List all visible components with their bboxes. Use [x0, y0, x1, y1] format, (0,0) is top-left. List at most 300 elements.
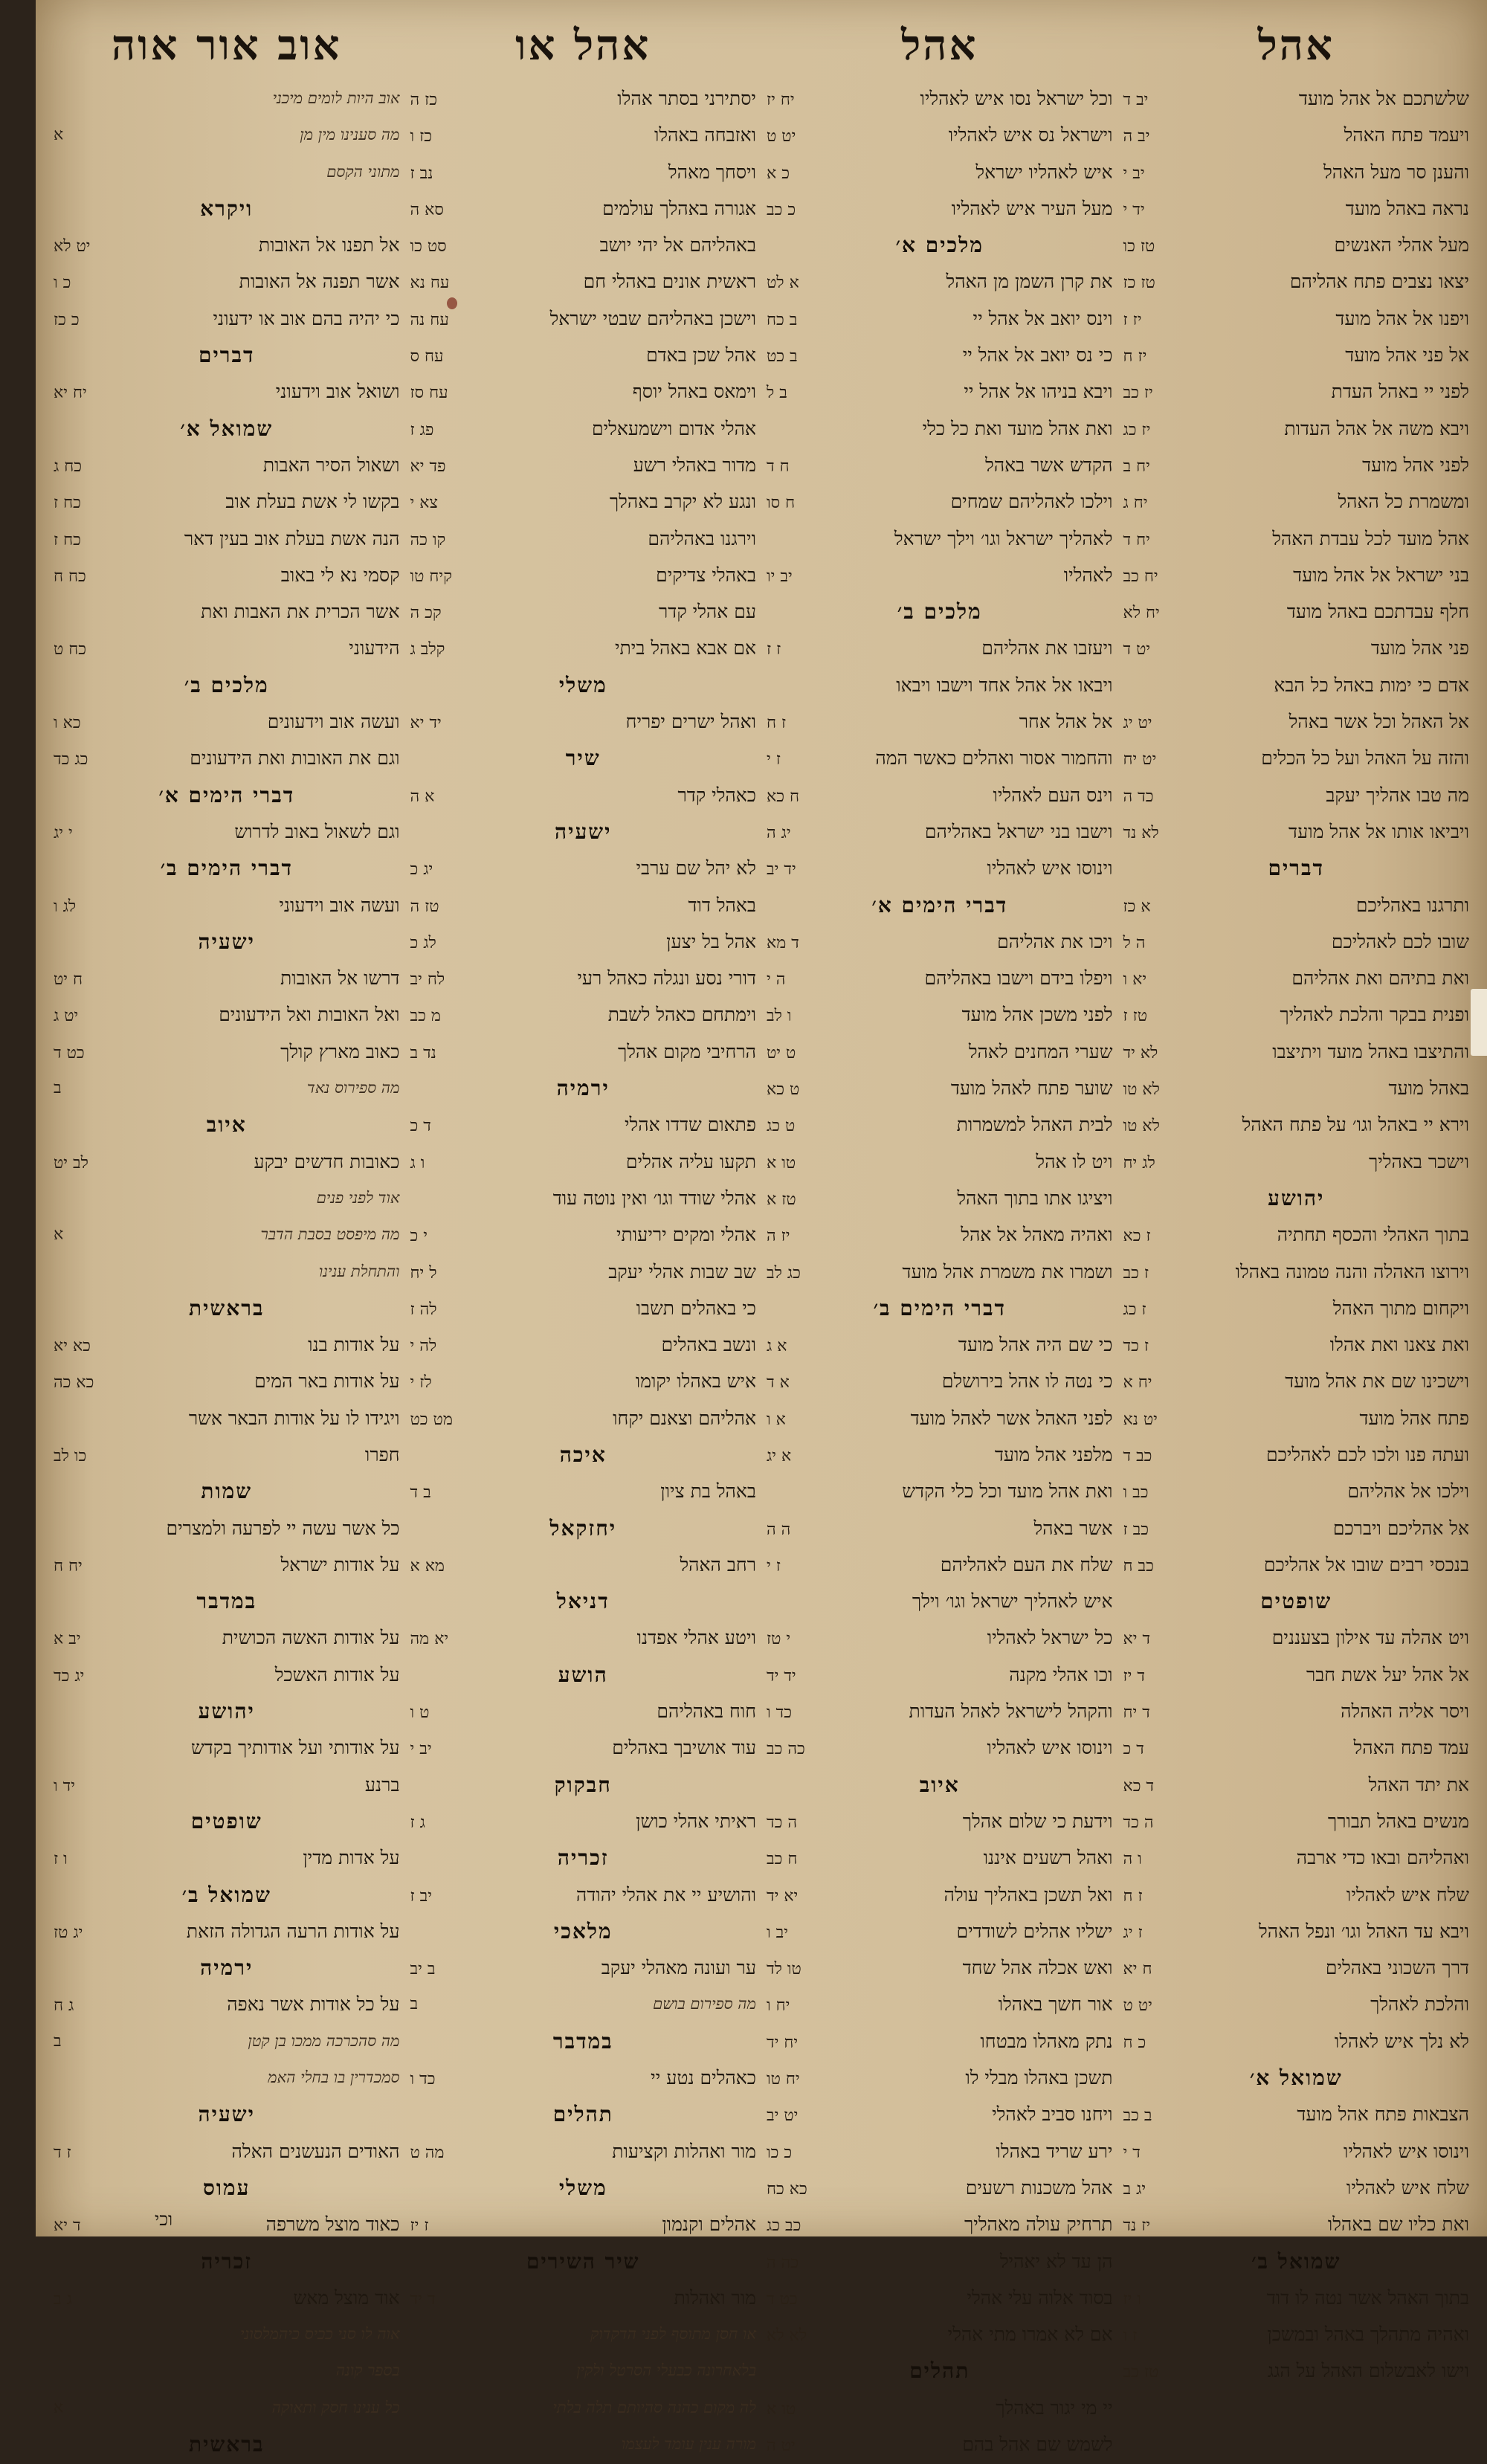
entry-text: האודים הנעשנים האלה	[231, 2140, 400, 2162]
entry-text: אהלי ומקים יריעותי	[616, 1224, 756, 1246]
concordance-entry	[1123, 337, 1470, 373]
verse-reference: כ א	[767, 164, 790, 183]
entry-text: ועשה אוב וידעוני	[279, 894, 400, 916]
verse-reference: עח ס	[410, 347, 444, 367]
verse-reference: ז כג	[1123, 1300, 1146, 1319]
entry-text: פתח אהל מועד	[1359, 1407, 1469, 1429]
concordance-entry	[54, 1510, 400, 1547]
concordance-entry	[767, 337, 1113, 373]
concordance-entry	[410, 1144, 757, 1180]
verse-reference: לא יד	[1123, 1043, 1158, 1062]
entry-text: ויחנו סביב לאהלי	[992, 2103, 1113, 2126]
concordance-entry	[1123, 447, 1470, 483]
lexical-note: אוד לפני פנים	[316, 1188, 400, 1207]
verse-reference: לא טו	[1123, 1117, 1160, 1136]
entry-text: וירגנו באהליהם	[648, 527, 756, 549]
entry-text: על אודות בנו	[308, 1334, 400, 1356]
concordance-entry	[410, 1254, 757, 1290]
verse-reference: יח ג	[1123, 494, 1148, 513]
verse-reference: יב ה	[1123, 127, 1150, 146]
verse-reference: ד כא	[1123, 1776, 1155, 1796]
concordance-entry	[1123, 1144, 1470, 1180]
concordance-entry	[54, 887, 400, 923]
entry-text: בסוד אלוה עלי אהלי	[967, 2286, 1113, 2309]
verse-reference: א ד	[767, 1373, 790, 1393]
concordance-entry	[767, 447, 1113, 483]
entry-text: קסמי נא לי באוב	[280, 564, 400, 586]
verse-reference: ח סו	[767, 494, 796, 513]
entry-text: איש לאהליך ישראל וגו׳ וילך	[912, 1590, 1113, 1613]
verse-reference: יח כב	[1123, 567, 1158, 586]
verse-reference: ח יט	[54, 970, 83, 990]
concordance-page	[36, 0, 1487, 2457]
entry-text: כאובות חדשים יבקע	[254, 1150, 400, 1173]
entry-text: לאהליך ישראל וגו׳ וילך ישראל	[894, 527, 1113, 549]
verse-reference: סט כו	[410, 237, 447, 257]
verse-reference: ח ד	[767, 457, 790, 476]
entry-text: כי יהיה בהם אוב או ידעוני	[213, 307, 400, 329]
concordance-entry	[767, 667, 1113, 703]
entry-text: יסתירני בסתר אהלו	[617, 88, 756, 109]
entry-text: יצאו נצבים פתח אהליהם	[1289, 271, 1469, 293]
concordance-entry	[1123, 1254, 1470, 1290]
concordance-entry	[767, 813, 1113, 850]
concordance-entry	[410, 227, 757, 263]
concordance-entry	[767, 1803, 1113, 1839]
verse-reference: כט ד	[54, 1043, 85, 1062]
entry-text: חפרו	[364, 1443, 400, 1465]
concordance-entry	[767, 373, 1113, 410]
concordance-entry	[767, 850, 1113, 886]
verse-reference: כח ג	[54, 457, 83, 476]
entry-text: אוד מוצל מאש	[293, 2286, 400, 2309]
concordance-entry	[1123, 263, 1470, 300]
verse-reference: יח ח	[54, 1556, 83, 1576]
entry-text: אהלי שודד וגו׳ ואין נוטה עוד	[552, 1187, 756, 1209]
concordance-entry	[410, 2060, 757, 2096]
concordance-entry	[767, 1363, 1113, 1399]
verse-reference: ה ה	[767, 1520, 791, 1539]
book-section-heading: שמואל ב׳	[181, 1882, 271, 1907]
verse-reference: לז י	[410, 1373, 432, 1393]
concordance-entry	[767, 923, 1113, 960]
concordance-entry	[1123, 1510, 1470, 1547]
verse-reference: טז ה	[410, 897, 439, 916]
entry-text: מדור באהלי רשע	[633, 454, 756, 476]
concordance-entry	[767, 630, 1113, 666]
entry-text: אגורה באהלך עולמים	[602, 197, 756, 219]
verse-reference: יט ט	[767, 127, 796, 146]
entry-text: יי מי יגור באהלך	[996, 2396, 1113, 2419]
lexical-note: בספר קונה	[335, 2361, 400, 2380]
concordance-entry	[767, 117, 1113, 153]
concordance-entry	[410, 996, 757, 1033]
entry-text: ויבאו אל אהל אחד וישבו ויבאו	[896, 674, 1113, 696]
concordance-entry	[410, 1290, 757, 1326]
concordance-entry	[1123, 2096, 1470, 2132]
concordance-entry	[410, 960, 757, 996]
entry-text: איש לאהליו ישראל	[975, 161, 1113, 183]
concordance-entry	[1123, 227, 1470, 263]
verse-reference: כב ו	[1123, 1483, 1149, 1503]
verse-reference: ג ז	[410, 1813, 425, 1832]
concordance-entry	[767, 1986, 1113, 2022]
entry-text: ברנע	[364, 1773, 400, 1796]
verse-reference: א	[54, 126, 64, 145]
entry-text: אהליהם וצאנם יקחו	[613, 1407, 756, 1429]
entry-text: ראיתי אהלי כושן	[636, 1810, 756, 1832]
verse-reference: ב יב	[410, 1960, 436, 1979]
concordance-entry	[54, 2352, 400, 2389]
verse-reference: יג כ	[410, 860, 433, 880]
entry-text: ותרגנו באהליכם	[1355, 894, 1469, 916]
verse-reference: קיח טו	[410, 567, 452, 586]
verse-reference: ה י	[767, 970, 786, 990]
ink-stain	[447, 297, 457, 309]
entry-text: תקעו עליה אהלים	[625, 1150, 756, 1173]
verse-reference: א ג	[767, 1337, 787, 1356]
column-heading: אהל או	[515, 21, 651, 70]
entry-text: דרשו אל האובות	[280, 967, 400, 990]
concordance-entry	[767, 1510, 1113, 1547]
concordance-entry	[410, 593, 757, 630]
lexical-note: אוב היות לומים מיכני	[272, 89, 400, 107]
concordance-entry	[767, 520, 1113, 557]
verse-reference: כא כה	[54, 1373, 94, 1393]
verse-reference: יט יג	[1123, 714, 1152, 733]
concordance-entry	[410, 2206, 757, 2242]
entry-text: את יתד האהל	[1368, 1773, 1469, 1796]
entry-text: ויכו את אהליהם	[997, 930, 1113, 952]
entry-text: אם לא אמרו מתי אהלי	[947, 2323, 1113, 2346]
concordance-entry	[1123, 300, 1470, 337]
entry-text: וירוצו האהלה והנה טמונה באהלו	[1235, 1260, 1469, 1283]
book-section-heading: משלי	[558, 672, 607, 697]
entry-text: שלח איש לאהליו	[1346, 2176, 1469, 2199]
entry-text: ואל תשכן באהליך עולה	[944, 1883, 1113, 1906]
concordance-entry	[410, 1473, 757, 1509]
entry-text: וימתחם כאהל לשבת	[607, 1004, 756, 1026]
entry-text: אהל משכנות רשעים	[965, 2176, 1113, 2199]
concordance-entry	[410, 1180, 757, 1216]
entry-text: ויט אהלה עד אילון בצעננים	[1271, 1627, 1469, 1649]
concordance-entry	[767, 410, 1113, 447]
verse-reference: טו לד	[767, 1960, 801, 1979]
entry-text: את קרן השמן מן האהל	[946, 271, 1113, 293]
concordance-entry	[1123, 1657, 1470, 1693]
entry-text: ופנית בבקר והלכת לאהליך	[1280, 1004, 1469, 1026]
concordance-entry	[767, 1729, 1113, 1766]
entry-text: ועשה אוב וידעונים	[267, 711, 400, 733]
column-body	[54, 80, 400, 2463]
entry-text: שב שבות אהלי יעקב	[608, 1260, 756, 1283]
concordance-entry	[410, 777, 757, 813]
lexical-note: סמכדרין בו בחלי האמ	[268, 2068, 400, 2087]
entry-text: הצבאות פתח אהל מועד	[1297, 2103, 1469, 2126]
entry-text: ויעמד פתח האהל	[1344, 124, 1469, 146]
concordance-entry	[1123, 1216, 1470, 1253]
entry-text: לא נלך איש לאהלו	[1334, 2030, 1469, 2052]
concordance-entry	[1123, 740, 1470, 776]
verse-reference: לא נד	[1123, 823, 1159, 842]
verse-reference: יז כב	[1123, 384, 1153, 403]
verse-reference: טז א	[767, 1190, 796, 1209]
entry-text: וידעת כי שלום אהלך	[962, 1810, 1113, 1832]
entry-text: אל אהל יעל אשת חבר	[1306, 1663, 1469, 1686]
verse-reference: ו ז	[54, 1850, 68, 1869]
entry-text: ושאול הסיר האבות	[262, 454, 400, 476]
concordance-entry	[767, 1877, 1113, 1913]
verse-reference: ח יא	[1123, 1960, 1152, 1979]
verse-reference: כ ח	[1123, 2033, 1146, 2052]
concordance-entry	[767, 1144, 1113, 1180]
column-heading: אוב אור אוה	[111, 21, 342, 70]
verse-reference: ד יא	[1123, 1630, 1151, 1649]
entry-text: שובו לכם לאהליכם	[1331, 930, 1469, 952]
verse-reference: כט ד	[767, 2289, 798, 2309]
concordance-entry	[1123, 2170, 1470, 2206]
lexical-note: כל ענינו חסק ותאוקה	[271, 2398, 400, 2416]
entry-text: אור חשך באהלו	[998, 1993, 1113, 2016]
verse-reference: ח כא	[767, 787, 799, 806]
concordance-entry	[54, 1033, 400, 1070]
entry-text: באהל בת ציון	[660, 1480, 756, 1503]
verse-reference: יט יח	[1123, 750, 1157, 770]
verse-reference: לה ז	[410, 1300, 437, 1319]
entry-text: אהל מועד לכל עבדת האהל	[1272, 527, 1469, 549]
verse-reference: יא מה	[410, 1630, 449, 1649]
concordance-entry	[54, 960, 400, 996]
concordance-entry	[1123, 1363, 1470, 1399]
entry-text: איש באהלו יקומו	[635, 1370, 756, 1393]
concordance-entry	[1123, 190, 1470, 227]
verse-reference: כא ו	[54, 714, 81, 733]
concordance-entry	[410, 1216, 757, 1253]
book-section-heading: הושע	[558, 1662, 608, 1687]
book-section-heading: מלכים ב׳	[897, 599, 982, 625]
concordance-entry	[410, 557, 757, 593]
verse-reference: יד יד	[767, 1666, 796, 1686]
verse-reference: ב ד	[410, 1483, 431, 1503]
verse-reference: כ כז	[54, 310, 80, 329]
verse-reference: א כז	[1123, 897, 1151, 916]
concordance-entry	[1123, 1913, 1470, 1949]
concordance-entry	[410, 1949, 757, 1986]
entry-text: אל האהל וכל אשר באהל	[1288, 711, 1469, 733]
concordance-entry	[54, 1254, 400, 1290]
verse-reference: יח טו	[767, 2070, 800, 2089]
catchword: וכי	[155, 2209, 173, 2230]
entry-text: כאהלי קדר	[677, 784, 756, 806]
concordance-entry	[1123, 1839, 1470, 1876]
entry-text: ירע שריד באהלו	[996, 2140, 1113, 2162]
verse-reference: עח נה	[410, 310, 449, 329]
lexical-note: בלאחרונה כבעלי הסרטל ולקין	[576, 2361, 756, 2380]
book-section-heading: איוב	[919, 1772, 960, 1797]
book-section-heading: במדבר	[552, 2028, 613, 2054]
lexical-note: מתוני הקסם	[326, 162, 400, 181]
verse-reference: ו ה	[1123, 1850, 1142, 1869]
entry-text: והקהל לישראל לאהל העדות	[909, 1700, 1113, 1723]
verse-reference: כד ה	[1123, 787, 1154, 806]
concordance-entry	[1123, 557, 1470, 593]
verse-reference: יט יב	[767, 2106, 799, 2126]
concordance-entry	[410, 1033, 757, 1070]
entry-text: ראשית אונים באהלי חם	[583, 271, 756, 293]
concordance-entry	[54, 447, 400, 483]
verse-reference: ד יא	[54, 2216, 81, 2236]
concordance-entry	[54, 263, 400, 300]
book-section-heading: דברי הימים ב׳	[873, 1295, 1006, 1320]
concordance-entry	[54, 1986, 400, 2022]
verse-reference: י כ	[410, 1227, 428, 1246]
entry-text: ואת כליו שם באהלו	[1327, 2213, 1469, 2236]
concordance-entry	[767, 300, 1113, 337]
concordance-entry	[1123, 593, 1470, 630]
concordance-entry	[410, 2280, 757, 2316]
verse-reference: סא ה	[410, 200, 444, 219]
entry-text: תרחיק עולה מאהליך	[964, 2213, 1113, 2236]
verse-reference: כ ו	[54, 274, 71, 293]
entry-text: וגם לשאול באוב לדרוש	[234, 820, 400, 842]
verse-reference: ט ו	[410, 1703, 430, 1723]
verse-reference: לא טו	[1123, 1080, 1160, 1100]
concordance-entry	[1123, 667, 1470, 703]
entry-text: בקשו לי אשת בעלת אוב	[225, 491, 400, 513]
entry-text: על כל אודות אשר נאפה	[227, 1993, 400, 2016]
verse-reference: ד כ	[1123, 1740, 1144, 1759]
entry-text: אשר הכרית את האבות ואת	[201, 601, 400, 623]
concordance-entry	[54, 2023, 400, 2060]
verse-reference: כג לב	[767, 1263, 801, 1283]
entry-text: ואת צאנו ואת אהלו	[1329, 1334, 1469, 1356]
verse-reference: מט כט	[410, 1410, 453, 1429]
entry-text: ויעזבו את אהליהם	[981, 637, 1113, 659]
page-tab-marker	[1471, 989, 1487, 1056]
verse-reference: ה ל	[1123, 933, 1146, 952]
verse-reference: טו א	[767, 1153, 796, 1173]
entry-text: לשמש שם אהל בהם	[962, 2434, 1113, 2455]
concordance-entry	[1123, 2206, 1470, 2242]
verse-reference: יט נא	[1123, 1410, 1158, 1429]
concordance-entry	[54, 2316, 400, 2352]
verse-reference: ט כג	[767, 1117, 796, 1136]
entry-text: ואש אכלה אהל שחד	[962, 1957, 1113, 1979]
verse-reference: כה כב	[767, 1740, 805, 1759]
book-section-heading: חבקוק	[554, 1772, 612, 1797]
entry-text: ואהיה מאהל אל אהל	[961, 1224, 1113, 1246]
verse-reference: ב	[54, 1079, 62, 1098]
concordance-entry	[767, 2316, 1113, 2352]
verse-reference: יט ד	[1123, 640, 1151, 659]
verse-reference: כא כח	[767, 2179, 807, 2199]
entry-text: ואת אהל מועד וכל כלי הקדש	[902, 1480, 1113, 1503]
concordance-entry	[54, 1729, 400, 1766]
concordance-entry	[1123, 1986, 1470, 2022]
verse-reference: יח יד	[767, 2033, 799, 2052]
entry-text: כל אשר עשה יי לפרעה ולמצרים	[166, 1517, 400, 1539]
entry-text: בני ישראל אל אהל מועד	[1293, 564, 1469, 586]
verse-reference: יד יב	[767, 860, 796, 880]
entry-text: ונגע לא יקרב באהלך	[609, 491, 756, 513]
entry-text: אשר באהל	[1033, 1517, 1113, 1539]
concordance-entry	[410, 1106, 757, 1143]
concordance-entry	[767, 483, 1113, 520]
entry-text: לאהליו	[1063, 564, 1113, 586]
concordance-entry	[767, 2133, 1113, 2170]
concordance-entry	[767, 1254, 1113, 1290]
entry-text: ויגידו לו על אודות הבאר אשר	[188, 1407, 400, 1429]
entry-text: נתק מאהלו מבטחו	[980, 2030, 1113, 2052]
concordance-entry	[54, 373, 400, 410]
verse-reference: י טז	[767, 1630, 791, 1649]
book-section-heading: עמוס	[202, 2175, 251, 2200]
lexical-note: והתחלת ענינו	[318, 1262, 400, 1280]
verse-reference: יג כד	[54, 1666, 85, 1686]
lexical-note: מה מיפסט בסבת הדבר	[260, 1225, 400, 1244]
verse-reference: עח סז	[410, 384, 448, 403]
entry-text: אל אהל אחר	[1019, 711, 1113, 733]
book-section-heading: שמואל א׳	[180, 416, 274, 441]
verse-reference: ד מא	[767, 933, 799, 952]
entry-text: אם אבא באהל ביתי	[614, 637, 756, 659]
concordance-entry	[1123, 1547, 1470, 1583]
verse-reference: יח א	[1123, 1373, 1152, 1393]
entry-text: ויט לו אהל	[1036, 1150, 1113, 1173]
verse-reference: ז יג	[1123, 1923, 1143, 1942]
concordance-entry	[1123, 1949, 1470, 1986]
column-heading: אהל	[901, 21, 978, 70]
verse-reference: א	[54, 1225, 64, 1245]
entry-text: וינוסו איש לאהליו	[987, 857, 1113, 880]
concordance-entry	[1123, 154, 1470, 190]
concordance-entry	[1123, 887, 1470, 923]
verse-reference: כז ה	[410, 91, 438, 109]
concordance-entry	[767, 1033, 1113, 1070]
verse-reference: א יג	[767, 1446, 792, 1465]
lexical-note: מה ספירוס נאד	[307, 1079, 400, 1097]
entry-text: על אודות ישראל	[280, 1553, 400, 1576]
concordance-entry	[767, 2280, 1113, 2316]
verse-reference: ז ח	[767, 714, 787, 733]
entry-text: ויבא עד האהל וגו׳ ונפל האהל	[1259, 1920, 1469, 1942]
concordance-entry	[410, 410, 757, 447]
book-section-heading: זכריה	[201, 2248, 253, 2274]
concordance-entry	[410, 2133, 757, 2170]
concordance-entry	[767, 1180, 1113, 1216]
entry-text: וישכן באהליהם שבטי ישראל	[549, 307, 756, 329]
verse-reference: קלב ג	[410, 640, 445, 659]
concordance-entry	[410, 887, 757, 923]
book-section-heading: שמואל א׳	[1249, 2065, 1343, 2091]
concordance-entry	[767, 2426, 1113, 2463]
verse-reference: י יג	[54, 823, 73, 842]
concordance-entry	[1123, 1803, 1470, 1839]
concordance-entry	[410, 1803, 757, 1839]
verse-reference: ד י	[1123, 2143, 1141, 2162]
concordance-entry	[767, 2243, 1113, 2280]
concordance-entry	[410, 2390, 757, 2426]
verse-reference: יג טז	[54, 1923, 83, 1942]
book-section-heading: זכריה	[557, 1845, 609, 1871]
entry-text: שלח איש לאהליו	[1346, 1883, 1469, 1906]
concordance-entry	[410, 703, 757, 740]
concordance-entry	[767, 1070, 1113, 1106]
concordance-entry	[767, 1216, 1113, 1253]
concordance-entry	[767, 2096, 1113, 2132]
concordance-entry	[54, 1913, 400, 1949]
entry-text: אל פני אהל מועד	[1345, 344, 1469, 367]
